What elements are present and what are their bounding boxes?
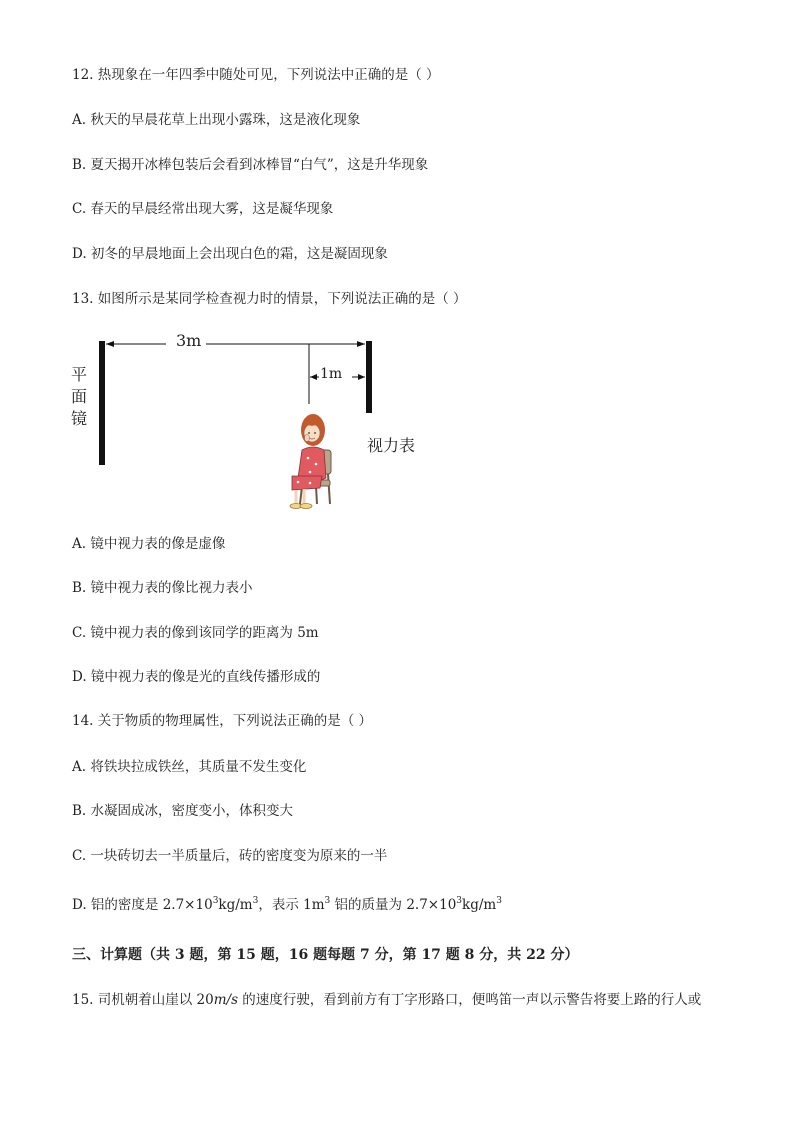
q14-d-mid4: kg/m <box>462 897 497 913</box>
q13-stem: 13. 如图所示是某同学检查视力时的情景，下列说法正确的是（ ） <box>72 291 467 307</box>
mirror-label-char-1: 平 <box>71 365 88 384</box>
girl-on-chair-icon <box>290 414 331 509</box>
q14-d-prefix: D. 铝的密度是 2.7×10 <box>72 897 213 913</box>
section-3-heading: 三、计算题（共 3 题，第 15 题，16 题每题 7 分，第 17 题 8 分，共 22 分） <box>72 947 579 963</box>
arrow-left-icon <box>106 341 114 347</box>
arrow-right-icon <box>357 341 365 347</box>
q15-stem-b: 的速度行驶，看到前方有丁字形路口，便鸣笛一声以示警告将要上路的行人或 <box>238 992 702 1008</box>
chart-label: 视力表 <box>367 436 416 455</box>
q14-option-b: B. 水凝固成冰，密度变小，体积变大 <box>72 803 294 819</box>
q12-option-a: A. 秋天的早晨花草上出现小露珠，这是液化现象 <box>72 112 361 128</box>
eye-test-diagram <box>66 326 446 516</box>
q14-d-exp2: 3 <box>252 896 259 906</box>
q12-option-d: D. 初冬的早晨地面上会出现白色的霜，这是凝固现象 <box>72 246 388 262</box>
q15-stem <box>72 991 701 1009</box>
q14-d-exp3: 3 <box>324 896 331 906</box>
q12-stem: 12. 热现象在一年四季中随处可见，下列说法中正确的是（ ） <box>72 67 440 83</box>
q14-option-a: A. 将铁块拉成铁丝，其质量不发生变化 <box>72 759 307 775</box>
q14-option-d <box>72 896 502 914</box>
q14-d-exp5: 3 <box>496 896 502 906</box>
q13-option-d: D. 镜中视力表的像是光的直线传播形成的 <box>72 669 321 685</box>
q14-d-exp4: 3 <box>456 896 463 906</box>
q14-option-c: C. 一块砖切去一半质量后，砖的密度变为原来的一半 <box>72 848 388 864</box>
q14-stem: 14. 关于物质的物理属性，下列说法正确的是（ ） <box>72 713 373 729</box>
q14-d-mid2: ，表示 1m <box>258 897 325 913</box>
chart-bar <box>366 341 372 413</box>
q15-unit: m/s <box>213 992 239 1008</box>
q14-d-exp1: 3 <box>212 896 219 906</box>
distance-1m-label: 1m <box>320 366 343 382</box>
q13-option-a: A. 镜中视力表的像是虚像 <box>72 536 226 552</box>
distance-3m-label: 3m <box>176 331 202 350</box>
q13-option-c: C. 镜中视力表的像到该同学的距离为 5m <box>72 625 319 641</box>
q14-d-mid3: 铝的质量为 2.7×10 <box>330 897 457 913</box>
q15-stem-a: 15. 司机朝着山崖以 20 <box>72 992 214 1008</box>
arrow-left-small-icon <box>310 374 317 380</box>
q14-d-mid1: kg/m <box>218 897 253 913</box>
eye-test-figure <box>66 326 446 516</box>
mirror-label-char-3: 镜 <box>71 409 88 428</box>
mirror-bar <box>99 341 105 465</box>
q12-option-b: B. 夏天揭开冰棒包装后会看到冰棒冒“白气”，这是升华现象 <box>72 157 429 173</box>
mirror-label-char-2: 面 <box>71 387 88 406</box>
arrow-right-small-icon <box>358 374 365 380</box>
q13-option-b: B. 镜中视力表的像比视力表小 <box>72 580 253 596</box>
q12-option-c: C. 春天的早晨经常出现大雾，这是凝华现象 <box>72 201 334 217</box>
mirror-label <box>71 364 87 430</box>
